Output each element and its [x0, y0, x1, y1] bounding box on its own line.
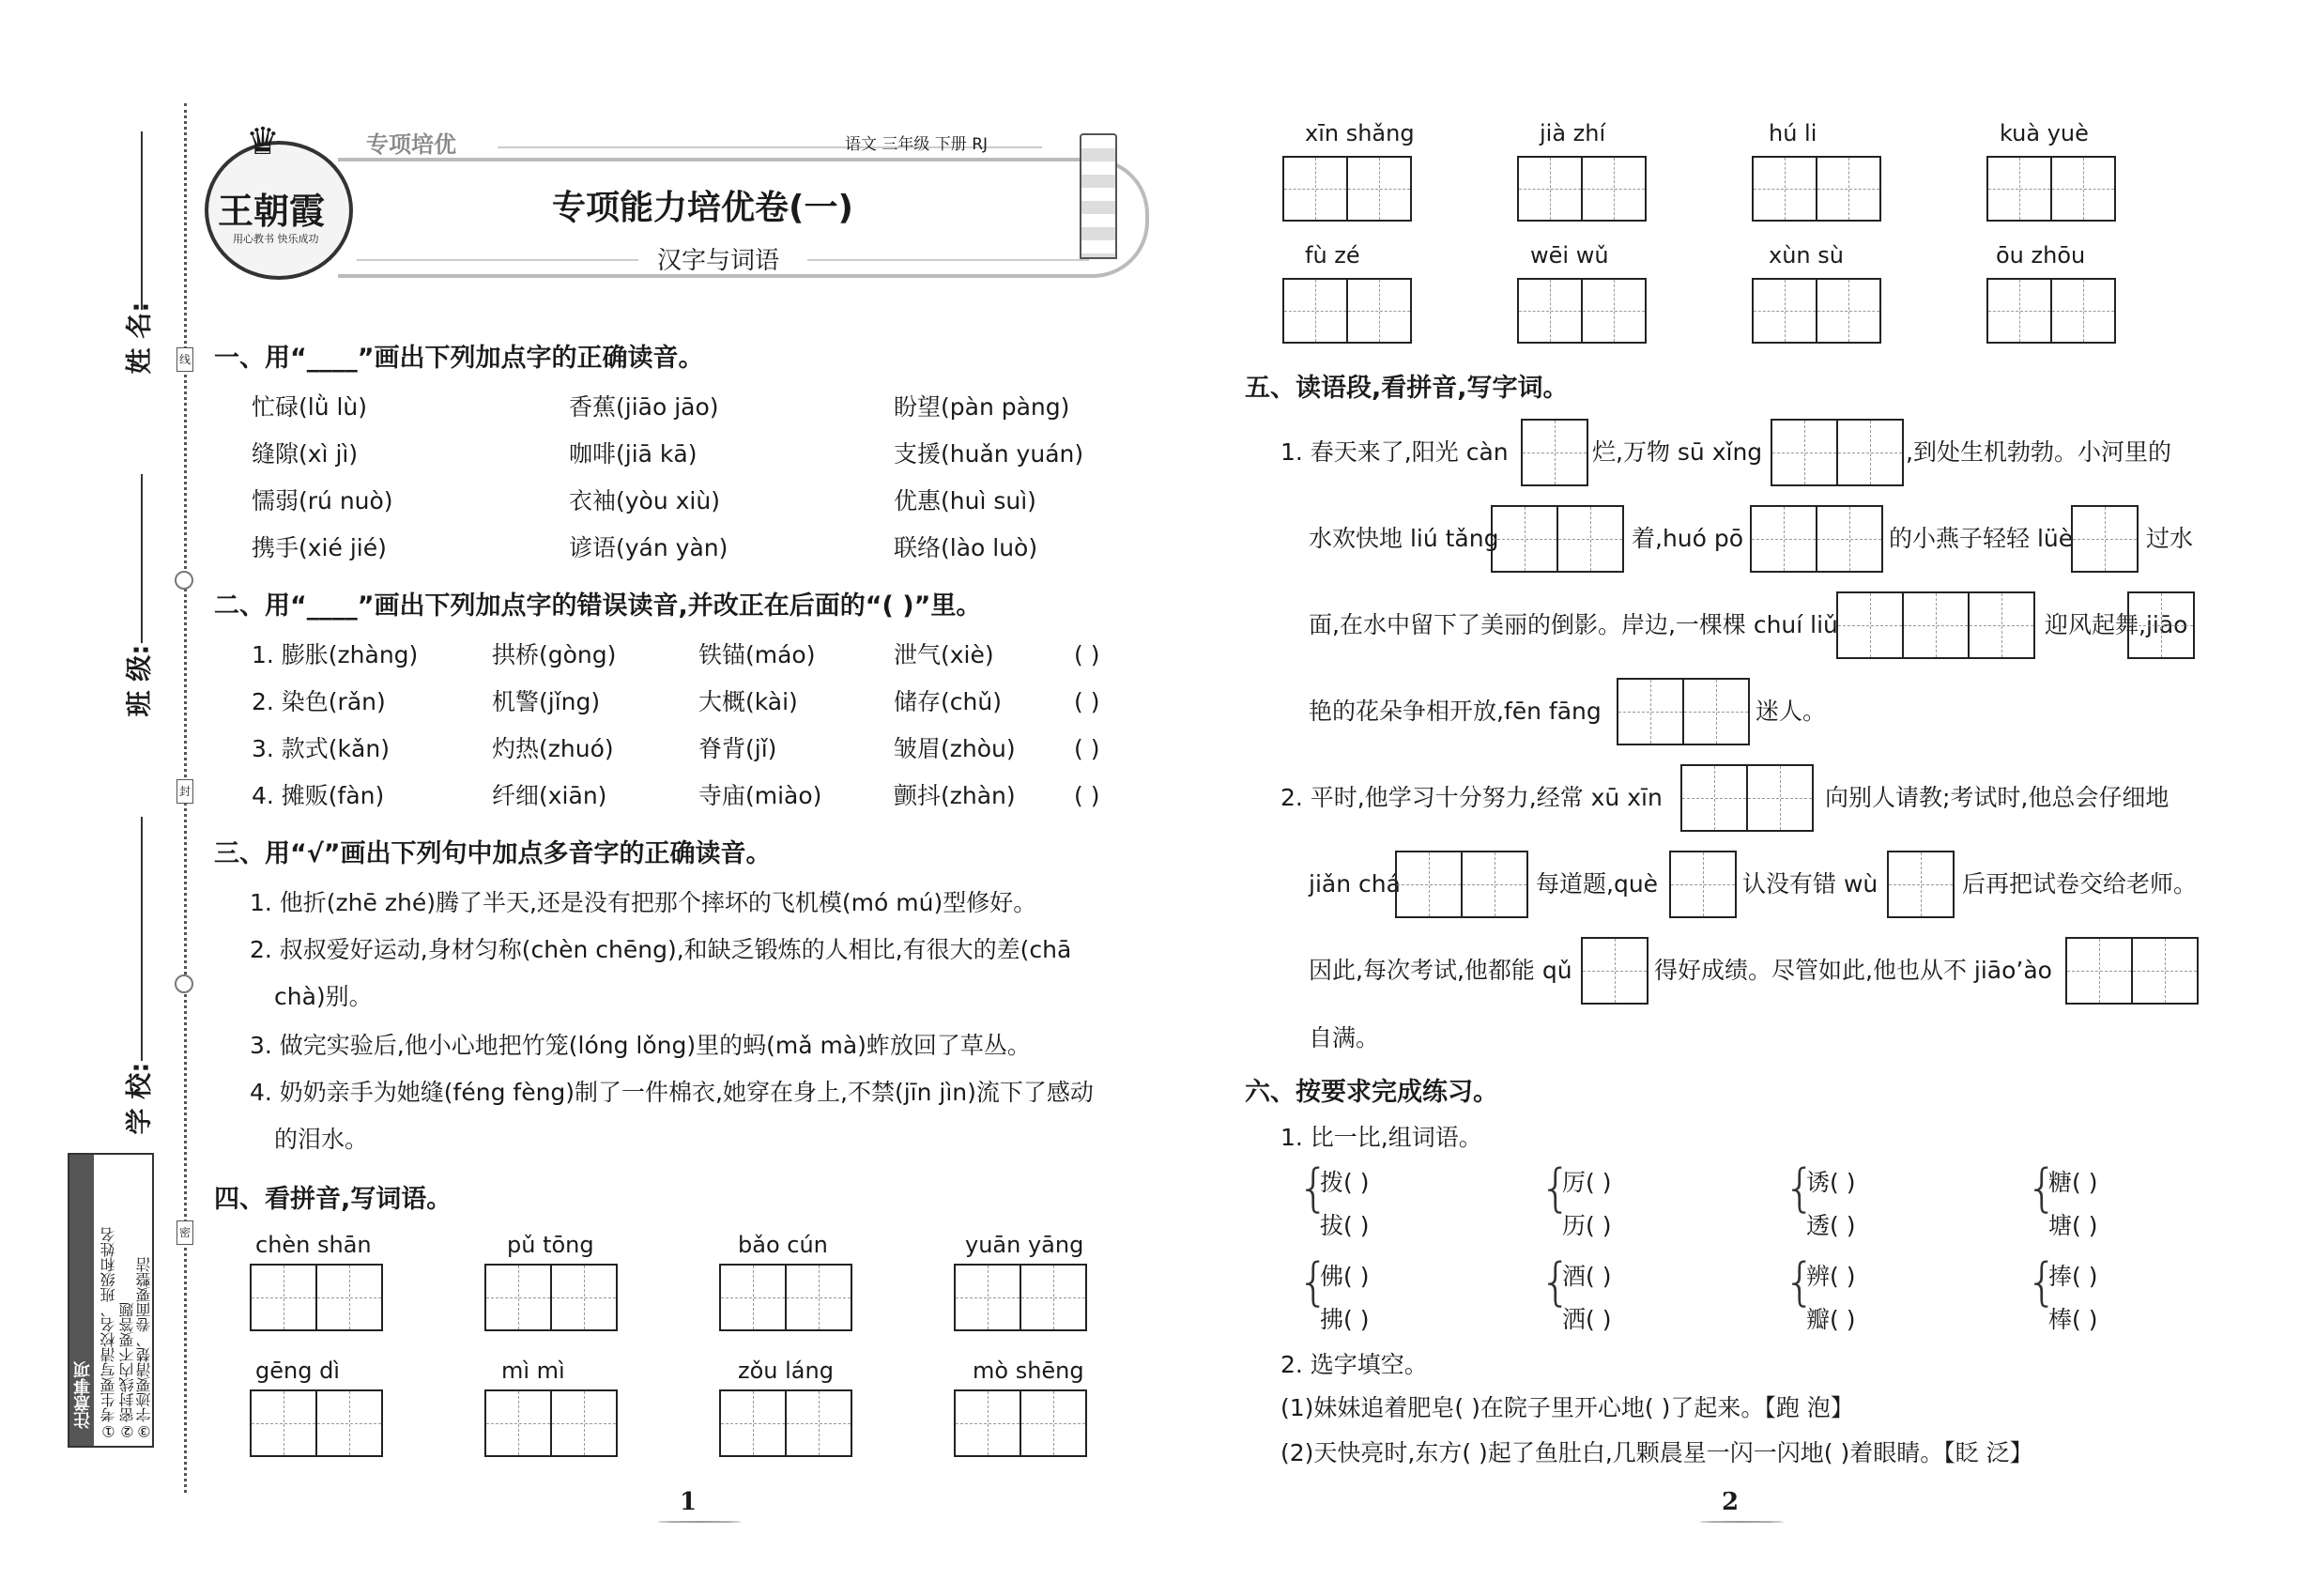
s4-pinyin: chèn shān: [255, 1232, 372, 1258]
s5-grid[interactable]: [1836, 591, 2035, 659]
s2-item: 大概(kài): [698, 688, 798, 715]
s6-word[interactable]: 历( ): [1562, 1212, 1612, 1239]
s4-grid[interactable]: [250, 1389, 383, 1457]
tag-feng: 封: [176, 779, 193, 804]
s5-grid[interactable]: [2071, 505, 2139, 573]
s4b-grid[interactable]: [1517, 156, 1647, 222]
s6-word[interactable]: 厉( ): [1562, 1169, 1612, 1196]
s3-line: 1. 他折(zhē zhé)腾了半天,还是没有把那个摔坏的飞机模(mó mú)型修好。: [250, 889, 1037, 916]
s5-text: 因此,每次考试,他都能 qǔ: [1309, 957, 1572, 984]
s4-pinyin: zǒu láng: [738, 1358, 834, 1384]
s5-grid[interactable]: [1680, 764, 1814, 832]
brand-slogan: 用心教书 快乐成功: [233, 233, 319, 245]
s5-text: 过水: [2146, 525, 2194, 552]
notice-1: ①考生要写清校名、班级和姓名: [100, 1227, 117, 1440]
s2-item: 3. 款式(kǎn): [252, 735, 390, 762]
s4b-pinyin: xīn shǎng: [1305, 120, 1415, 146]
s4-pinyin: mò shēng: [973, 1358, 1084, 1384]
notice-title: 注意事项: [73, 1361, 93, 1429]
s4b-pinyin: hú li: [1769, 120, 1817, 146]
s1-item: 优惠(huì suì): [894, 487, 1036, 514]
s1-item: 懦弱(rú nuò): [252, 487, 393, 514]
s5-text: 面,在水中留下了美丽的倒影。岸边,一棵棵 chuí liǔ: [1309, 611, 1838, 638]
notice-3: ③字迹要清楚、卷面要整洁: [135, 1257, 153, 1440]
s1-item: 缝隙(xì jì): [252, 440, 359, 468]
s2-item: 铁锚(máo): [698, 641, 816, 668]
subtitle-rule-left: [357, 259, 638, 261]
s2-item: 泄气(xiè): [894, 641, 994, 668]
s6-word[interactable]: 塘( ): [2048, 1212, 2098, 1239]
s4-grid[interactable]: [954, 1264, 1087, 1331]
s3-line: 2. 叔叔爱好运动,身材匀称(chèn chēng),和缺乏锻炼的人相比,有很大的差(chā: [250, 936, 1072, 963]
s6-word[interactable]: 拔( ): [1320, 1212, 1370, 1239]
s6-word[interactable]: 酒( ): [1562, 1263, 1612, 1290]
s6-word[interactable]: 拂( ): [1320, 1306, 1370, 1333]
s5-text: 向别人请教;考试时,他总会仔细地: [1825, 784, 2170, 811]
s4-title: 四、看拼音,写词语。: [214, 1185, 452, 1214]
s5-grid[interactable]: [1669, 851, 1737, 918]
brand-logo: [205, 120, 353, 280]
tag-xian: 线: [176, 347, 193, 372]
s5-text: jiǎn chá: [1309, 870, 1401, 898]
s2-item: 灼热(zhuó): [492, 735, 614, 762]
name-line: [141, 131, 145, 310]
s5-text: 得好成绩。尽管如此,他也从不 jiāo’ào: [1654, 957, 2052, 984]
notice-box: [68, 1153, 154, 1448]
s6-sub2: 2. 选字填空。: [1280, 1351, 1428, 1378]
s5-text: 着,huó pō: [1632, 525, 1744, 552]
s6-word[interactable]: 棒( ): [2048, 1306, 2098, 1333]
brace: {: [1297, 1252, 1330, 1312]
s2-item: 拱桥(gòng): [492, 641, 617, 668]
name-label: 姓 名:: [123, 301, 155, 375]
footer-swirl-1: [657, 1521, 742, 1523]
s1-item: 联络(lào luò): [894, 534, 1038, 561]
s2-item: 脊背(jǐ): [698, 735, 777, 762]
s4-pinyin: mì mì: [501, 1358, 565, 1384]
s3-line: chà)别。: [274, 983, 373, 1010]
class-line: [141, 474, 143, 643]
s5-text: 的小燕子轻轻 lüè: [1889, 525, 2074, 552]
s4-pinyin: yuān yāng: [965, 1232, 1084, 1258]
s2-answer[interactable]: ( ): [1074, 735, 1100, 762]
s5-title: 五、读语段,看拼音,写字词。: [1245, 374, 1569, 403]
brace: {: [1540, 1252, 1572, 1312]
s6-word[interactable]: 佛( ): [1320, 1263, 1370, 1290]
brace: {: [1540, 1159, 1572, 1218]
s6-word[interactable]: 诱( ): [1806, 1169, 1856, 1196]
s2-item: 纤细(xiān): [492, 782, 607, 809]
s2-item: 4. 摊贩(fàn): [252, 782, 385, 809]
s4b-grid[interactable]: [1986, 156, 2116, 222]
subtitle-rule-right: [807, 259, 1089, 261]
s2-item: 储存(chǔ): [894, 688, 1002, 715]
s2-item: 皱眉(zhòu): [894, 735, 1016, 762]
brace: {: [2026, 1252, 2059, 1312]
s4b-grid[interactable]: [1517, 278, 1647, 344]
s4b-pinyin: jià zhí: [1540, 120, 1606, 146]
school-label: 学 校:: [123, 1062, 155, 1135]
s5-text: 烂,万物 sū xǐng: [1592, 438, 1763, 466]
s6-q2: (2)天快亮时,东方( )起了鱼肚白,几颗晨星一闪一闪地( )着眼睛。【眨 泛】: [1280, 1439, 2033, 1466]
header-meta: 语文 三年级 下册 RJ: [845, 135, 989, 154]
binding-hole-1: [175, 571, 193, 590]
s5-text: 1. 春天来了,阳光 càn: [1280, 438, 1509, 466]
s2-answer[interactable]: ( ): [1074, 688, 1100, 715]
s2-item: 颤抖(zhàn): [894, 782, 1016, 809]
s2-item: 2. 染色(rǎn): [252, 688, 386, 715]
s5-grid[interactable]: [1750, 505, 1883, 573]
s5-grid[interactable]: [1395, 851, 1528, 918]
s6-title: 六、按要求完成练习。: [1245, 1078, 1498, 1107]
s6-sub1: 1. 比一比,组词语。: [1280, 1124, 1482, 1151]
tag-mi: 密: [176, 1220, 193, 1245]
s5-text: 艳的花朵争相开放,fēn fāng: [1309, 698, 1602, 725]
s1-item: 咖啡(jiā kā): [569, 440, 698, 468]
s4-grid[interactable]: [250, 1264, 383, 1331]
s4-pinyin: pǔ tōng: [507, 1232, 594, 1258]
s4-pinyin: bǎo cún: [738, 1232, 828, 1258]
s3-line: 的泪水。: [274, 1126, 369, 1153]
s5-text: 迷人。: [1756, 698, 1827, 725]
s6-word[interactable]: 拨( ): [1320, 1169, 1370, 1196]
s1-item: 谚语(yán yàn): [569, 534, 728, 561]
s2-item: 1. 膨胀(zhàng): [252, 641, 419, 668]
s2-title: 二、用“____”画出下列加点字的错误读音,并改正在后面的“( )”里。: [214, 591, 982, 621]
s4b-pinyin: xùn sù: [1769, 242, 1844, 269]
brace: {: [1784, 1252, 1817, 1312]
binding-hole-2: [175, 974, 193, 993]
s3-title: 三、用“√”画出下列句中加点多音字的正确读音。: [214, 839, 772, 868]
s4b-pinyin: kuà yuè: [2000, 120, 2089, 146]
s5-grid[interactable]: [2065, 937, 2199, 1005]
lighthouse-icon: [1080, 133, 1117, 259]
s1-title: 一、用“____”画出下列加点字的正确读音。: [214, 344, 704, 373]
s5-grid[interactable]: [1771, 419, 1904, 486]
s4-grid[interactable]: [484, 1389, 618, 1457]
s4b-grid[interactable]: [1282, 156, 1412, 222]
strip-label: 专项培优: [366, 131, 456, 158]
s5-grid[interactable]: [1581, 937, 1648, 1005]
s5-text: ,到处生机勃勃。小河里的: [1906, 438, 2171, 466]
s4-grid[interactable]: [719, 1389, 852, 1457]
s6-word[interactable]: 透( ): [1806, 1212, 1856, 1239]
s5-grid[interactable]: [2127, 591, 2195, 659]
s4b-pinyin: ōu zhōu: [1996, 242, 2086, 269]
s6-word[interactable]: 瓣( ): [1806, 1306, 1856, 1333]
brand-name: 王朝霞: [218, 190, 326, 232]
s3-line: 3. 做完实验后,他小心地把竹笼(lóng lǒng)里的蚂(mǎ mà)蚱放回了草丛。: [250, 1032, 1031, 1059]
s4b-pinyin: fù zé: [1305, 242, 1360, 269]
s5-text: 后再把试卷交给老师。: [1962, 870, 2198, 898]
brace: {: [1297, 1159, 1330, 1218]
s5-text: 认没有错 wù: [1742, 870, 1878, 898]
class-label: 班 级:: [123, 644, 155, 717]
s4-grid[interactable]: [954, 1389, 1087, 1457]
s4b-grid[interactable]: [1752, 156, 1881, 222]
s6-word[interactable]: 辨( ): [1806, 1263, 1856, 1290]
notice-2: ②密封线内不要答题: [118, 1302, 136, 1440]
school-line: [141, 817, 143, 1061]
s4-grid[interactable]: [484, 1264, 618, 1331]
s2-answer[interactable]: ( ): [1074, 782, 1100, 809]
s6-q1: (1)妹妹追着肥皂( )在院子里开心地( )了起来。【跑 泡】: [1280, 1394, 1854, 1421]
s6-word[interactable]: 洒( ): [1562, 1306, 1612, 1333]
s1-item: 支援(huǎn yuán): [894, 440, 1084, 468]
s2-item: 寺庙(miào): [698, 782, 822, 809]
footer-swirl-2: [1699, 1521, 1784, 1523]
s2-answer[interactable]: ( ): [1074, 641, 1100, 668]
s4-pinyin: gēng dì: [255, 1358, 340, 1384]
s1-item: 忙碌(lǜ lù): [252, 393, 368, 421]
page-subtitle: 汉字与词语: [657, 247, 780, 275]
s5-grid[interactable]: [1617, 678, 1750, 745]
brace: {: [2026, 1159, 2059, 1218]
s1-item: 携手(xié jié): [252, 534, 387, 561]
s5-grid[interactable]: [1521, 419, 1588, 486]
page-title: 专项能力培优卷(一): [552, 189, 853, 227]
s4b-grid[interactable]: [1752, 278, 1881, 344]
s3-line: 4. 奶奶亲手为她缝(féng fèng)制了一件棉衣,她穿在身上,不禁(jīn jìn)流下了感动: [250, 1079, 1094, 1106]
s5-text: 每道题,què: [1536, 870, 1659, 898]
brace: {: [1784, 1159, 1817, 1218]
s2-item: 机警(jǐng): [492, 688, 601, 715]
s1-item: 香蕉(jiāo jāo): [569, 393, 719, 421]
crown-icon: ♛: [246, 120, 280, 163]
s6-word[interactable]: 糖( ): [2048, 1169, 2098, 1196]
page-number-1: 1: [680, 1488, 698, 1516]
s4b-grid[interactable]: [1282, 278, 1412, 344]
s4-grid[interactable]: [719, 1264, 852, 1331]
s5-text: 迎风起舞,jiāo: [2045, 611, 2188, 638]
s4b-pinyin: wēi wǔ: [1530, 242, 1609, 269]
s1-item: 衣袖(yòu xiù): [569, 487, 720, 514]
page-number-2: 2: [1722, 1488, 1740, 1516]
s5-text: 自满。: [1309, 1024, 1380, 1051]
s5-grid[interactable]: [1887, 851, 1955, 918]
s5-text: 2. 平时,他学习十分努力,经常 xū xīn: [1280, 784, 1663, 811]
s6-word[interactable]: 捧( ): [2048, 1263, 2098, 1290]
s4b-grid[interactable]: [1986, 278, 2116, 344]
s5-text: 水欢快地 liú tǎng: [1309, 525, 1499, 552]
s5-grid[interactable]: [1491, 505, 1624, 573]
s1-item: 盼望(pàn pàng): [894, 393, 1070, 421]
